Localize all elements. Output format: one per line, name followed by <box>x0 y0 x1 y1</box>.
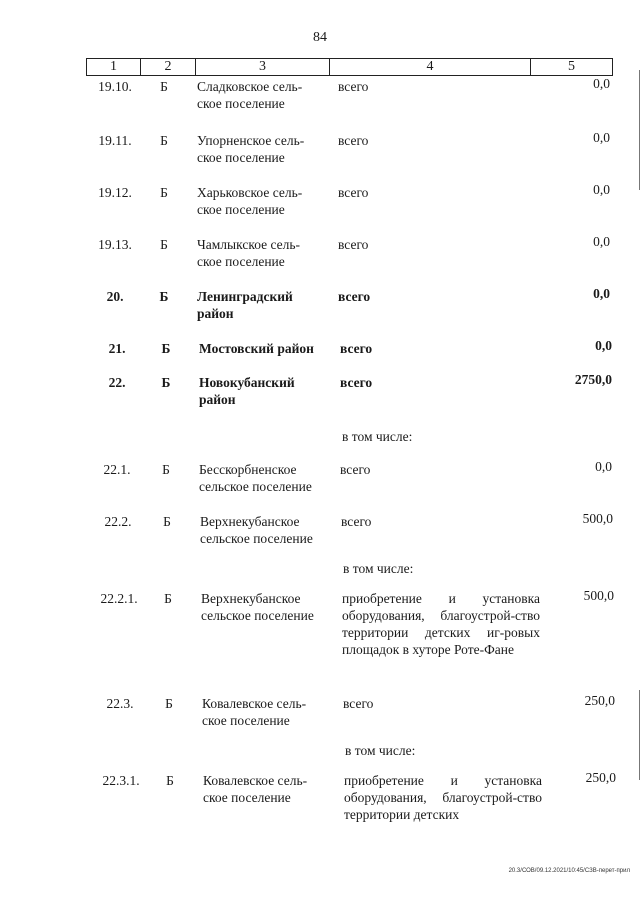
settlement-name: Бесскорбненское сельское поселение <box>199 462 312 494</box>
settlement-name: Упорненское сель- ское поселение <box>197 133 305 165</box>
settlement-name: Чамлыкское сель- ское поселение <box>197 237 301 269</box>
purpose-text: всего <box>340 341 373 356</box>
settlement-name: Харьковское сель- ское поселение <box>197 185 303 217</box>
amount-value: 500,0 <box>583 588 614 603</box>
row-number: 19.10. <box>98 79 132 94</box>
subtotal-note: в том числе: <box>343 561 414 576</box>
purpose-text: всего <box>338 79 369 94</box>
amount-value: 500,0 <box>582 511 613 526</box>
amount-value: 0,0 <box>593 286 610 301</box>
settlement-name: Верхнекубанское сельское поселение <box>201 591 314 623</box>
row-number: 22. <box>108 375 126 390</box>
row-category: Б <box>160 79 168 94</box>
amount-value: 250,0 <box>584 693 615 708</box>
amount-value: 0,0 <box>595 338 612 353</box>
row-number: 19.12. <box>98 185 132 200</box>
row-category: Б <box>159 289 169 304</box>
settlement-name: Верхнекубанское сельское поселение <box>200 514 313 546</box>
subtotal-note: в том числе: <box>345 743 416 758</box>
amount-value: 0,0 <box>593 234 610 249</box>
row-category: Б <box>166 773 174 788</box>
column-header-5: 5 <box>530 58 613 76</box>
row-number: 20. <box>106 289 124 304</box>
purpose-text: всего <box>338 289 371 304</box>
row-number: 19.11. <box>98 133 132 148</box>
purpose-text: всего <box>340 462 371 477</box>
amount-value: 2750,0 <box>574 372 612 387</box>
page-number: 84 <box>313 30 327 45</box>
row-category: Б <box>164 591 172 606</box>
row-category: Б <box>160 185 168 200</box>
settlement-name: Ленинградский район <box>197 289 293 321</box>
purpose-text: всего <box>343 696 374 711</box>
row-number: 22.2. <box>104 514 132 529</box>
settlement-name: Сладковское сель- ское поселение <box>197 79 303 111</box>
settlement-name: Ковалевское сель- ское поселение <box>203 773 308 805</box>
row-number: 22.1. <box>103 462 131 477</box>
row-category: Б <box>160 237 168 252</box>
row-number: 22.3.1. <box>102 773 140 788</box>
column-header-4: 4 <box>329 58 530 76</box>
amount-value: 250,0 <box>585 770 616 785</box>
purpose-text: всего <box>341 514 372 529</box>
subtotal-note: в том числе: <box>342 429 413 444</box>
purpose-text: всего <box>338 185 369 200</box>
row-category: Б <box>162 462 170 477</box>
amount-value: 0,0 <box>595 459 612 474</box>
settlement-name: Мостовский район <box>199 341 314 356</box>
purpose-text: всего <box>338 133 369 148</box>
row-category: Б <box>165 696 173 711</box>
purpose-text: всего <box>340 375 373 390</box>
row-number: 19.13. <box>98 237 132 252</box>
amount-value: 0,0 <box>593 130 610 145</box>
settlement-name: Новокубанский район <box>199 375 295 407</box>
row-category: Б <box>161 341 171 356</box>
row-number: 22.2.1. <box>100 591 138 606</box>
row-category: Б <box>163 514 171 529</box>
row-category: Б <box>161 375 171 390</box>
column-header-2: 2 <box>140 58 195 76</box>
settlement-name: Ковалевское сель- ское поселение <box>202 696 307 728</box>
row-number: 22.3. <box>106 696 134 711</box>
purpose-text: приобретение и установка оборудования, благоустрой-ство территории детских <box>344 773 542 822</box>
amount-value: 0,0 <box>593 76 610 91</box>
purpose-text: всего <box>338 237 369 252</box>
amount-value: 0,0 <box>593 182 610 197</box>
purpose-text: приобретение и установка оборудования, благоустрой-ство территории детских иг-ровых площадок в хуторе Роте-Фане <box>342 591 540 657</box>
column-header-1: 1 <box>86 58 140 76</box>
column-header-3: 3 <box>195 58 329 76</box>
row-number: 21. <box>108 341 126 356</box>
document-footer: 20.3/СОВ/09.12.2021/10:45/СЗВ-перет-прил <box>508 868 630 874</box>
row-category: Б <box>160 133 168 148</box>
